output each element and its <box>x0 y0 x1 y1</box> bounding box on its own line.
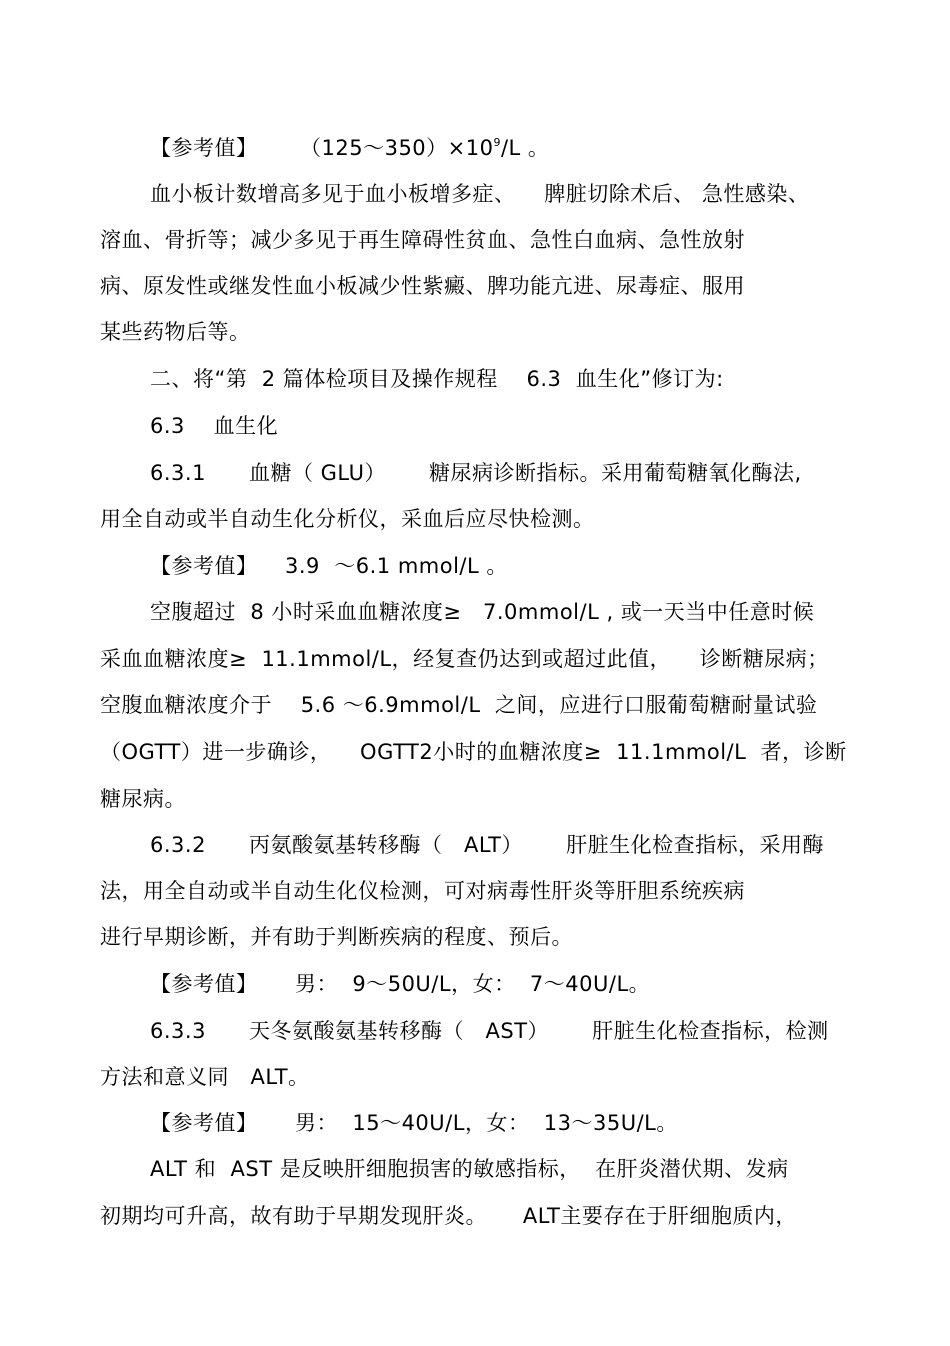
platelet-paragraph-line: 溶血、骨折等；减少多见于再生障碍性贫血、急性白血病、急性放射 <box>100 228 745 252</box>
glu-note-line: （OGTT）进一步确诊， OGTT2小时的血糖浓度≥ 11.1mmol/L 者，诊断 <box>100 740 847 764</box>
platelet-reference-value-unit: /L 。 <box>500 136 550 160</box>
summary-paragraph-line: 初期均可升高，故有助于早期发现肝炎。 ALT主要存在于肝细胞质内， <box>100 1204 797 1228</box>
platelet-paragraph-line: 病、原发性或继发性血小板减少性紫癜、脾功能亢进、尿毒症、服用 <box>100 274 745 298</box>
platelet-reference-label: 【参考值】 <box>150 136 258 160</box>
ast-reference-label: 【参考值】 <box>150 1111 258 1135</box>
glu-note-line: 空腹血糖浓度介于 5.6 ～6.9mmol/L 之间，应进行口服葡萄糖耐量试验 <box>100 693 818 717</box>
glu-reference-value: 3.9 ～6.1 mmol/L 。 <box>285 554 508 578</box>
glu-note-line: 糖尿病。 <box>100 787 186 811</box>
alt-paragraph-line: 法，用全自动或半自动生化仪检测，可对病毒性肝炎等肝胆系统疾病 <box>100 879 745 903</box>
ast-reference-value: 男： 15～40U/L，女： 13～35U/L。 <box>295 1111 678 1135</box>
summary-paragraph-line: ALT 和 AST 是反映肝细胞损害的敏感指标， 在肝炎潜伏期、发病 <box>150 1157 789 1181</box>
alt-reference-label: 【参考值】 <box>150 972 258 996</box>
revision-intro: 二、将“第 2 篇体检项目及操作规程 6.3 血生化”修订为: <box>150 367 724 391</box>
ast-paragraph-line: 6.3.3 天冬氨酸氨基转移酶（ AST） 肝脏生化检查指标，检测 <box>150 1019 829 1043</box>
platelet-reference-exponent: 9 <box>493 136 501 149</box>
platelet-reference-value <box>300 136 549 160</box>
alt-paragraph-line: 6.3.2 丙氨酸氨基转移酶（ ALT） 肝脏生化检查指标，采用酶 <box>150 833 825 857</box>
section-title: 6.3 血生化 <box>150 414 279 438</box>
glu-reference-label: 【参考值】 <box>150 554 258 578</box>
platelet-paragraph-line: 某些药物后等。 <box>100 320 251 344</box>
glu-paragraph-line: 用全自动或半自动生化分析仪，采血后应尽快检测。 <box>100 507 595 531</box>
ast-paragraph-line: 方法和意义同 ALT。 <box>100 1065 310 1089</box>
glu-note-line: 空腹超过 8 小时采血血糖浓度≥ 7.0mmol/L , 或一天当中任意时候 <box>150 600 815 624</box>
alt-reference-value: 男： 9～50U/L，女： 7～40U/L。 <box>295 972 651 996</box>
glu-note-line: 采血血糖浓度≥ 11.1mmol/L，经复查仍达到或超过此值， 诊断糖尿病； <box>100 647 829 671</box>
platelet-reference-value-base: （125～350）×10 <box>300 136 494 160</box>
glu-paragraph-line: 6.3.1 血糖（ GLU） 糖尿病诊断指标。采用葡萄糖氧化酶法, <box>150 461 802 485</box>
platelet-paragraph-line: 血小板计数增高多见于血小板增多症、 脾脏切除术后、 急性感染、 <box>150 182 810 206</box>
alt-paragraph-line: 进行早期诊断，并有助于判断疾病的程度、预后。 <box>100 925 573 949</box>
